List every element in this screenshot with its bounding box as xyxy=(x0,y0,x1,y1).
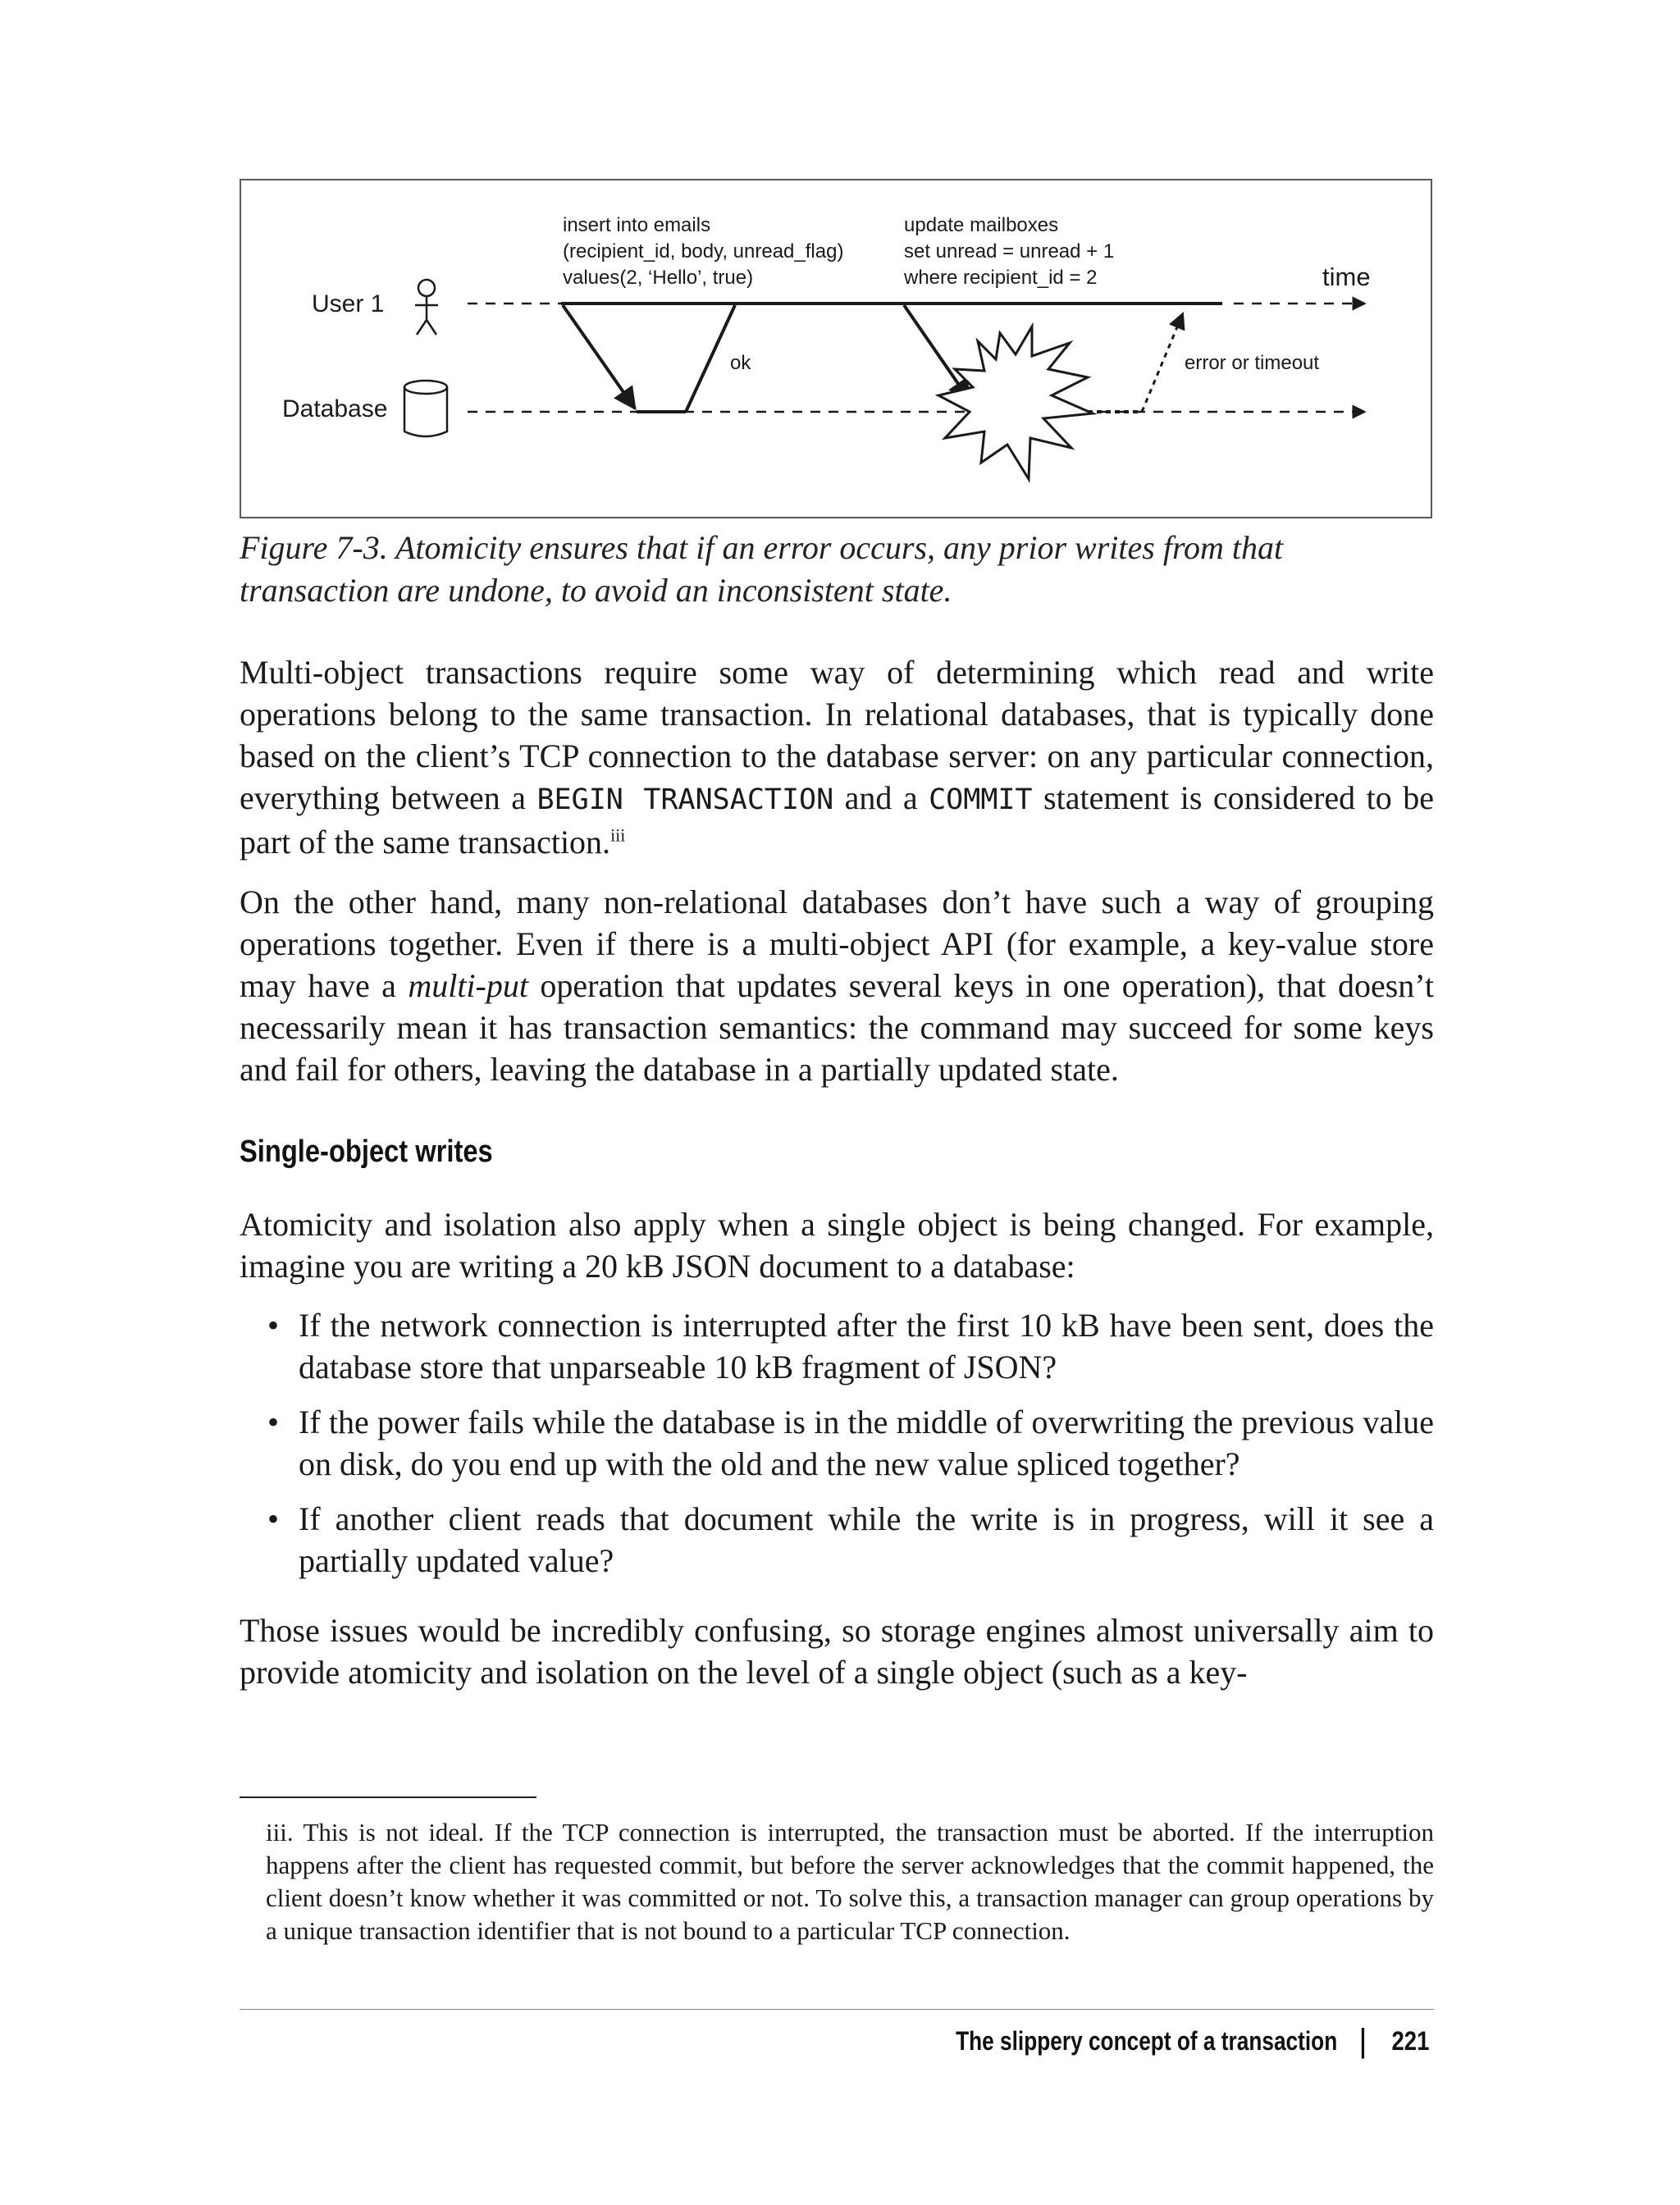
paragraph-storage-engines xyxy=(240,1609,1434,1693)
bullet-text: If another client reads that document while the write is in progress, will it see a partially updated value? xyxy=(299,1500,1434,1579)
footer-separator: | xyxy=(1358,2023,1367,2059)
update-arrow xyxy=(904,305,970,400)
footnote-iii: iii. This is not ideal. If the TCP connection is interrupted, the transaction must be aborted. If the interruption happens after the client has requested commit, but before the server acknowledges that the commit happened, the client doesn’t know whether it was committed or not. To solve this, a transaction manager can group operations by a unique transaction identifier that is not bound to a particular TCP connection. xyxy=(266,1818,1434,1945)
ok-response-line xyxy=(686,305,735,412)
p1-text-before: Multi-object transactions require some way of determining which read and write operations belong to the same transaction. In relational databases, that is typically done based on the client’s TCP connection to the database server: on any particular connection, everything between a xyxy=(240,654,1434,816)
page-footer xyxy=(872,2023,1429,2059)
error-timeout-label: error or timeout xyxy=(1185,352,1320,374)
time-label: time xyxy=(1322,262,1371,291)
paragraph-transactions-tcp xyxy=(240,651,1434,863)
bullet-text: If the network connection is interrupted after the first 10 kB have been sent, does the database store that unparseable 10 kB fragment of JSON? xyxy=(299,1307,1434,1386)
bullet-item xyxy=(240,1498,1434,1582)
multi-put-term: multi-put xyxy=(408,967,528,1004)
p1-text-between: and a xyxy=(833,779,929,816)
database-label: Database xyxy=(282,395,388,422)
crash-explosion-icon xyxy=(938,326,1093,479)
p2-text-after: operation that updates several keys in one operation), that doesn’t necessarily mean it has transaction semantics: the command may succeed for some keys and fail for others, leaving the database in a partially updated state. xyxy=(240,967,1434,1088)
update-query-line-2: set unread = unread + 1 xyxy=(904,240,1115,262)
paragraph-single-object xyxy=(240,1203,1434,1287)
commit-code: COMMIT xyxy=(929,783,1033,816)
bullet-dot: • xyxy=(267,1404,280,1440)
bullet-item xyxy=(240,1401,1434,1485)
bullet-item xyxy=(240,1304,1434,1388)
bullet-text: If the power fails while the database is in the middle of overwriting the previous value on disk, do you end up with the old and the new value spliced together? xyxy=(299,1404,1434,1482)
paragraph-non-relational xyxy=(240,881,1434,1090)
begin-transaction-code: BEGIN TRANSACTION xyxy=(536,783,834,816)
insert-query xyxy=(563,214,849,289)
insert-query-line-3: values(2, ‘Hello’, true) xyxy=(563,267,754,289)
user-stick-figure-icon xyxy=(415,280,438,335)
atomicity-figure xyxy=(240,179,1432,518)
p1-text-after: statement is considered to be part of the same transaction. xyxy=(240,779,1434,861)
ok-label: ok xyxy=(730,352,751,374)
insert-query-line-1: insert into emails xyxy=(563,214,711,236)
p4-text: Those issues would be incredibly confusing, so storage engines almost universally aim to provide atomicity and isolation on the level of a single object (such as a key- xyxy=(240,1612,1434,1691)
p2-text-before: On the other hand, many non-relational databases don’t have such a way of grouping operations together. Even if there is a multi-object API (for example, a key-value store may have a xyxy=(240,883,1434,1004)
figure-caption: Figure 7-3. Atomicity ensures that if an error occurs, any prior writes from that transaction are undone, to avoid an inconsistent state. xyxy=(240,529,1284,609)
footnote-divider xyxy=(240,1796,536,1798)
p3-text: Atomicity and isolation also apply when a single object is being changed. For example, imagine you are writing a 20 kB JSON document to a database: xyxy=(240,1206,1434,1285)
error-timeout-arrow xyxy=(1142,313,1183,412)
page-number: 221 xyxy=(1391,2026,1429,2056)
running-head-title: The slippery concept of a transaction xyxy=(956,2026,1338,2056)
bullet-dot: • xyxy=(267,1500,280,1537)
sequence-diagram xyxy=(241,180,1434,520)
insert-arrow xyxy=(563,305,635,409)
insert-query-line-2: (recipient_id, body, unread_flag) xyxy=(563,240,844,262)
footnote-marker[interactable]: iii xyxy=(610,824,626,846)
update-query-line-1: update mailboxes xyxy=(904,214,1059,236)
update-query xyxy=(903,214,1120,289)
update-query-line-3: where recipient_id = 2 xyxy=(904,267,1098,289)
database-cylinder-icon xyxy=(404,381,447,436)
bullet-dot: • xyxy=(267,1307,280,1344)
section-heading: Single-object writes xyxy=(240,1134,493,1169)
bullet-list xyxy=(240,1304,1434,1595)
user-label: User 1 xyxy=(312,290,385,317)
footer-divider xyxy=(240,2009,1434,2010)
